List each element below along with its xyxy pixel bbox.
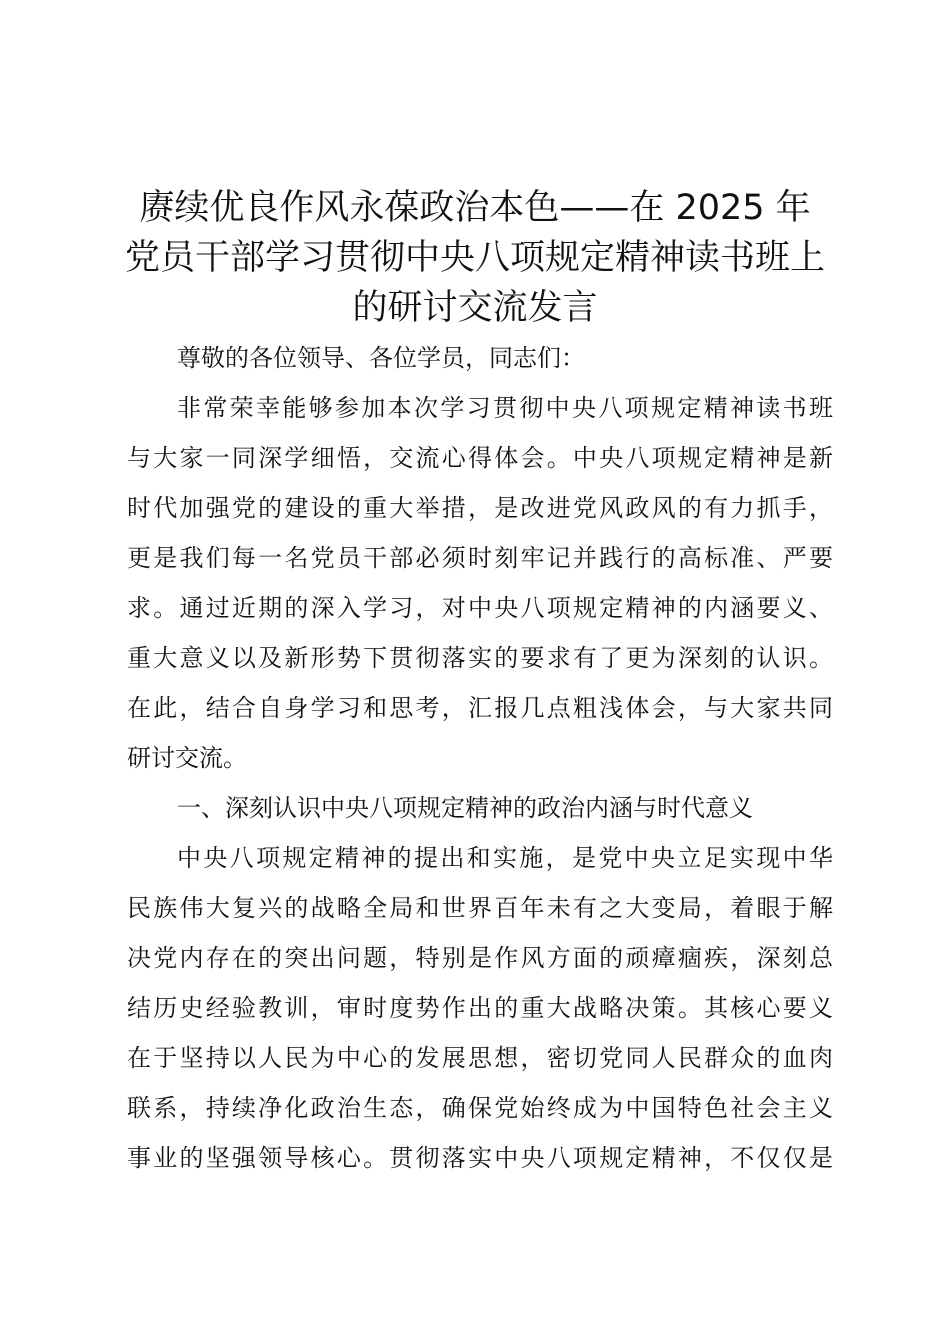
title-line-3: 的研讨交流发言	[352, 288, 598, 328]
title-line-1: 赓续优良作风永葆政治本色——在 2025 年	[139, 188, 811, 228]
document-body	[127, 333, 833, 1183]
section-line-5: 在于坚持以人民为中心的发展思想，密切党同人民群众的血肉	[127, 1044, 833, 1072]
intro-line-5: 求。通过近期的深入学习，对中央八项规定精神的内涵要义、	[127, 594, 833, 622]
intro-line-7: 在此，结合自身学习和思考，汇报几点粗浅体会，与大家共同	[127, 694, 833, 722]
intro-line-4: 更是我们每一名党员干部必须时刻牢记并践行的高标准、严要	[127, 544, 833, 572]
section-line-2: 民族伟大复兴的战略全局和世界百年未有之大变局，着眼于解	[127, 894, 833, 922]
intro-line-8: 研讨交流。	[127, 744, 247, 772]
section-heading: 一、深刻认识中央八项规定精神的政治内涵与时代意义	[177, 794, 753, 822]
intro-line-3: 时代加强党的建设的重大举措，是改进党风政风的有力抓手，	[127, 494, 833, 522]
section-heading-paragraph	[127, 783, 833, 833]
salutation: 尊敬的各位领导、各位学员，同志们：	[177, 344, 585, 372]
intro-line-6: 重大意义以及新形势下贯彻落实的要求有了更为深刻的认识。	[127, 644, 833, 672]
title-line-2: 党员干部学习贯彻中央八项规定精神读书班上	[124, 238, 825, 278]
salutation-paragraph	[127, 333, 833, 383]
section-line-3: 决党内存在的突出问题，特别是作风方面的顽瘴痼疾，深刻总	[127, 944, 833, 972]
section-line-1: 中央八项规定精神的提出和实施，是党中央立足实现中华	[177, 844, 833, 872]
section-line-6: 联系，持续净化政治生态，确保党始终成为中国特色社会主义	[127, 1094, 833, 1122]
section-paragraph	[127, 833, 833, 1183]
intro-line-2: 与大家一同深学细悟，交流心得体会。中央八项规定精神是新	[127, 444, 833, 472]
intro-line-1: 非常荣幸能够参加本次学习贯彻中央八项规定精神读书班	[177, 394, 833, 422]
section-line-4: 结历史经验教训，审时度势作出的重大战略决策。其核心要义	[127, 994, 833, 1022]
document-title	[110, 183, 840, 333]
section-line-7: 事业的坚强领导核心。贯彻落实中央八项规定精神，不仅仅是	[127, 1144, 833, 1172]
intro-paragraph	[127, 383, 833, 783]
